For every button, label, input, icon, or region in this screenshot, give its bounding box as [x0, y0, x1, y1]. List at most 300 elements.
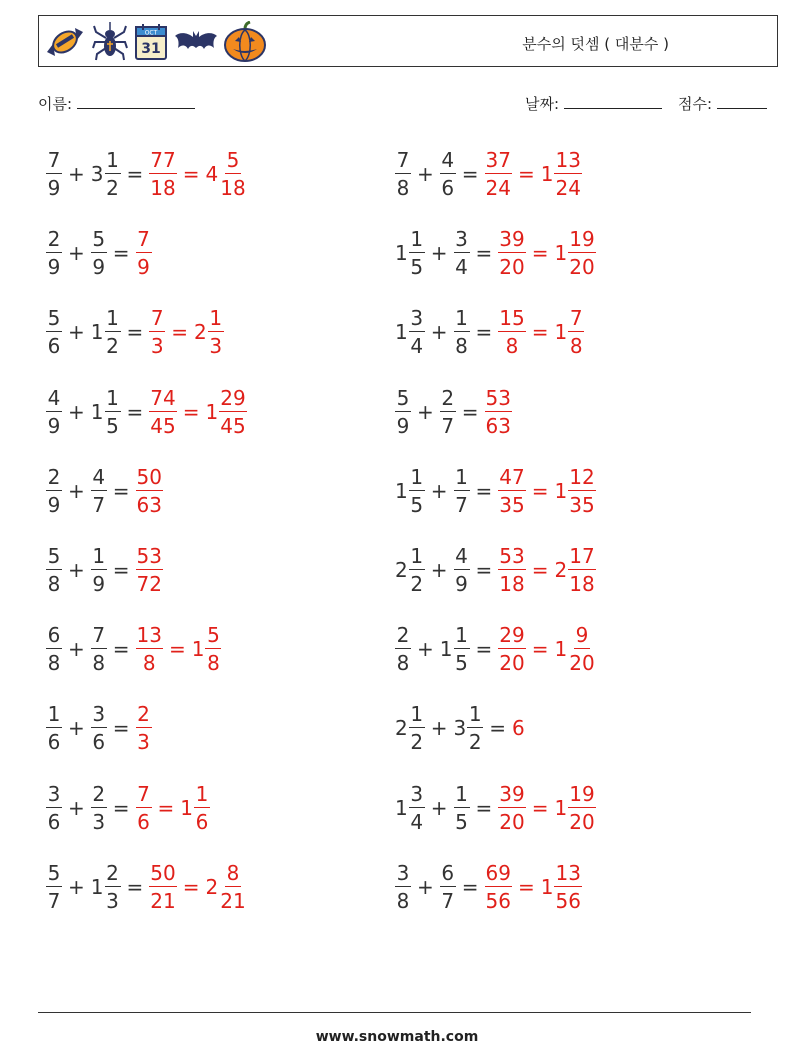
denominator: 8 [92, 651, 106, 676]
equals-sign: = [517, 162, 535, 186]
numerator: 5 [207, 623, 220, 648]
denominator: 9 [92, 572, 106, 596]
equals-sign: = [182, 399, 200, 424]
answer [498, 623, 595, 676]
denominator: 9 [47, 413, 61, 438]
problem-row [46, 381, 247, 443]
numerator: 6 [441, 860, 455, 885]
denominator: 35 [499, 492, 525, 517]
numerator: 4 [92, 464, 106, 489]
whole-part: 3 [90, 162, 104, 186]
equals-sign: = [126, 320, 144, 345]
mixed-number [46, 385, 62, 438]
plus-sign: + [417, 637, 434, 662]
numerator: 4 [47, 385, 61, 410]
fraction [46, 150, 62, 198]
problem-row [395, 460, 596, 522]
numerator: 4 [455, 544, 468, 568]
numerator: 6 [47, 623, 61, 648]
fraction [395, 385, 411, 438]
answer [498, 306, 584, 359]
denominator: 45 [150, 413, 176, 438]
fraction [454, 781, 470, 834]
whole-part: 1 [180, 795, 194, 820]
problem-row [395, 777, 596, 839]
numerator: 37 [485, 148, 511, 172]
mixed-number [541, 150, 582, 198]
denominator: 7 [92, 492, 106, 517]
numerator: 74 [150, 385, 176, 410]
plus-sign: + [68, 162, 85, 186]
fraction [46, 860, 62, 913]
mixed-number [149, 860, 176, 913]
plus-sign: + [430, 241, 448, 266]
equals-sign: = [475, 241, 493, 266]
mixed-number [205, 860, 246, 913]
fraction [454, 546, 470, 594]
mixed-number [46, 860, 62, 913]
date-blank [564, 94, 662, 109]
equals-sign: = [182, 874, 200, 899]
numerator: 3 [92, 702, 106, 727]
numerator: 19 [569, 781, 595, 806]
denominator: 24 [485, 176, 511, 200]
mixed-number [46, 227, 62, 280]
mixed-number [136, 702, 152, 755]
numerator: 7 [150, 306, 164, 331]
numerator: 2 [47, 464, 61, 489]
fraction [219, 860, 246, 913]
fraction [91, 546, 107, 594]
denominator: 2 [410, 572, 424, 596]
equals-sign: = [475, 478, 493, 503]
numerator: 1 [455, 464, 468, 489]
fraction [136, 464, 163, 517]
problem-row [46, 777, 210, 839]
mixed-number [46, 702, 62, 755]
mixed-number [395, 860, 411, 913]
mixed-number [554, 781, 595, 834]
fraction [454, 227, 470, 280]
plus-sign: + [68, 399, 85, 424]
fraction [136, 702, 152, 755]
denominator: 3 [92, 809, 106, 834]
denominator: 8 [396, 888, 410, 913]
numerator: 1 [410, 227, 424, 252]
plus-sign: + [417, 874, 434, 899]
denominator: 6 [441, 176, 455, 200]
denominator: 8 [207, 651, 220, 676]
answer [149, 150, 246, 198]
whole-part: 2 [395, 716, 408, 741]
mixed-number [91, 702, 107, 755]
fraction [46, 464, 62, 517]
fraction [136, 623, 163, 676]
equals-sign: = [475, 795, 493, 820]
denominator: 5 [410, 492, 424, 517]
pumpkin-icon [223, 21, 267, 63]
denominator: 6 [137, 809, 150, 834]
denominator: 4 [455, 255, 468, 280]
whole-part: 1 [554, 320, 568, 345]
mixed-number [46, 623, 62, 676]
fraction [205, 623, 221, 676]
equals-sign: = [461, 874, 479, 899]
mixed-number [90, 306, 121, 359]
denominator: 45 [220, 413, 246, 438]
denominator: 6 [92, 730, 106, 755]
whole-part: 4 [205, 162, 219, 186]
whole-part: 1 [554, 478, 568, 503]
denominator: 8 [569, 334, 583, 359]
fraction [208, 306, 224, 359]
mixed-number [90, 860, 121, 913]
mixed-number [136, 623, 163, 676]
fraction [149, 385, 176, 438]
numerator: 1 [209, 306, 223, 331]
equals-sign: = [112, 637, 130, 662]
numerator: 5 [47, 860, 61, 885]
fraction [568, 227, 595, 280]
denominator: 2 [106, 176, 119, 200]
equals-sign: = [461, 162, 479, 186]
numerator: 13 [136, 623, 162, 648]
equals-sign: = [126, 399, 144, 424]
denominator: 20 [499, 651, 525, 676]
fraction [568, 546, 595, 594]
fraction [440, 385, 456, 438]
equals-sign: = [112, 241, 130, 266]
answer [485, 150, 582, 198]
plus-sign: + [68, 874, 85, 899]
answer [498, 546, 595, 594]
mixed-number [46, 150, 62, 198]
fraction [409, 546, 425, 594]
fraction [46, 385, 62, 438]
fraction [485, 150, 512, 198]
name-blank [77, 94, 195, 109]
mixed-number [191, 623, 222, 676]
denominator: 2 [410, 730, 424, 755]
numerator: 8 [226, 860, 240, 885]
fraction [46, 781, 62, 834]
calendar-month-label: OCT [144, 29, 158, 37]
plus-sign: + [430, 795, 448, 820]
equals-sign: = [171, 320, 189, 345]
problem-row [395, 618, 596, 680]
numerator: 1 [455, 781, 468, 806]
numerator: 7 [137, 781, 150, 806]
numerator: 7 [92, 623, 106, 648]
mixed-number [454, 227, 470, 280]
fraction [46, 702, 62, 755]
mixed-number [395, 781, 425, 834]
numerator: 13 [555, 860, 581, 885]
numerator: 5 [226, 148, 240, 172]
mixed-number [395, 227, 425, 280]
denominator: 7 [441, 888, 455, 913]
denominator: 56 [485, 888, 511, 913]
equals-sign: = [157, 795, 175, 820]
fraction [409, 227, 425, 280]
equals-sign: = [126, 162, 144, 186]
whole-part: 1 [90, 320, 104, 345]
calendar-day-label: 31 [141, 41, 161, 57]
bat-icon [173, 22, 219, 62]
fraction [409, 306, 425, 359]
equals-sign: = [531, 795, 549, 820]
whole-part: 1 [90, 874, 104, 899]
whole-part: 1 [395, 478, 408, 503]
fraction [149, 150, 176, 198]
problem-row [395, 222, 596, 284]
fraction [498, 623, 525, 676]
whole-part: 1 [395, 241, 408, 266]
answer [512, 716, 526, 740]
mixed-number [498, 623, 525, 676]
denominator: 7 [47, 888, 61, 913]
denominator: 5 [106, 413, 119, 438]
denominator: 2 [106, 334, 119, 359]
numerator: 12 [569, 464, 595, 489]
numerator: 1 [106, 306, 119, 331]
spider-icon [91, 22, 129, 62]
numerator: 5 [396, 385, 410, 410]
mixed-number [180, 781, 210, 834]
score-blank [717, 94, 767, 109]
mixed-number [91, 150, 121, 198]
numerator: 1 [47, 702, 61, 727]
header-icons [43, 21, 267, 63]
numerator: 7 [137, 227, 150, 252]
mixed-number [540, 860, 582, 913]
fraction [409, 464, 425, 517]
answer [136, 781, 211, 834]
denominator: 21 [150, 888, 176, 913]
answer [498, 781, 595, 834]
whole-part: 1 [554, 637, 568, 662]
denominator: 20 [569, 809, 595, 834]
fraction [554, 150, 581, 198]
denominator: 3 [137, 730, 150, 755]
numerator: 3 [47, 781, 61, 806]
mixed-number [149, 385, 176, 438]
fraction [568, 781, 595, 834]
whole-part: 1 [540, 162, 554, 186]
fraction [554, 860, 581, 913]
problem-row [395, 381, 512, 443]
problem-row [395, 143, 582, 205]
fraction [395, 623, 411, 676]
whole-part: 2 [395, 558, 408, 582]
equals-sign: = [531, 478, 549, 503]
mixed-number [453, 702, 484, 755]
denominator: 18 [220, 176, 246, 200]
denominator: 5 [455, 809, 468, 834]
equals-sign: = [517, 874, 535, 899]
denominator: 5 [410, 255, 424, 280]
fraction [136, 781, 152, 834]
mixed-number [485, 860, 512, 913]
mixed-number [454, 306, 470, 359]
fraction [498, 306, 525, 359]
fraction [105, 150, 121, 198]
numerator: 13 [555, 148, 581, 172]
plus-sign: + [68, 320, 85, 345]
fraction [409, 702, 425, 755]
numerator: 77 [150, 148, 176, 172]
whole-part: 1 [439, 637, 453, 662]
equals-sign: = [531, 320, 549, 345]
fraction [454, 623, 470, 676]
whole-part: 1 [554, 795, 568, 820]
mixed-number [136, 227, 152, 280]
answer [498, 464, 595, 517]
denominator: 6 [47, 730, 61, 755]
numerator: 3 [455, 227, 468, 252]
denominator: 20 [499, 255, 525, 280]
fraction [91, 464, 107, 517]
name-field [38, 93, 195, 114]
fraction [498, 546, 525, 594]
score-label: 점수: [678, 95, 713, 113]
fraction [46, 546, 62, 594]
numerator: 1 [195, 781, 209, 806]
denominator: 3 [150, 334, 164, 359]
problem-row [46, 618, 221, 680]
problem-row [46, 856, 247, 918]
mixed-number [91, 546, 107, 594]
fraction [105, 860, 121, 913]
numerator: 2 [441, 385, 455, 410]
numerator: 1 [410, 702, 424, 727]
fraction [467, 702, 483, 755]
denominator: 9 [47, 176, 61, 200]
mixed-number [205, 385, 246, 438]
plus-sign: + [430, 478, 448, 503]
problem-row [46, 697, 152, 759]
whole-part: 2 [554, 558, 568, 582]
numerator: 2 [396, 623, 410, 648]
equals-sign: = [531, 241, 549, 266]
numerator: 50 [150, 860, 176, 885]
mixed-number [554, 227, 595, 280]
equals-sign: = [461, 399, 479, 424]
plus-sign: + [68, 795, 85, 820]
problem-row [46, 222, 152, 284]
numerator: 1 [410, 464, 424, 489]
denominator: 9 [455, 572, 468, 596]
fraction [105, 306, 121, 359]
fraction [91, 623, 107, 676]
denominator: 9 [137, 255, 150, 280]
problem-row [46, 301, 224, 363]
numerator: 29 [220, 385, 246, 410]
plus-sign: + [68, 716, 85, 741]
mixed-number [136, 546, 163, 594]
numerator: 2 [92, 781, 106, 806]
plus-sign: + [417, 162, 434, 186]
numerator: 39 [499, 227, 525, 252]
denominator: 8 [142, 651, 156, 676]
footer-divider [38, 1012, 751, 1013]
problem-row [395, 539, 596, 601]
equals-sign: = [475, 637, 493, 662]
mixed-number [485, 150, 512, 198]
denominator: 4 [410, 809, 424, 834]
numerator: 4 [441, 148, 455, 172]
mixed-number [498, 781, 525, 834]
plus-sign: + [430, 716, 448, 741]
date-label: 날짜: [525, 95, 560, 113]
mixed-number [46, 306, 62, 359]
answer [136, 227, 152, 280]
numerator: 29 [499, 623, 525, 648]
denominator: 63 [485, 413, 511, 438]
equals-sign: = [126, 874, 144, 899]
mixed-number [91, 623, 107, 676]
mixed-number [136, 781, 152, 834]
denominator: 4 [410, 334, 424, 359]
denominator: 8 [396, 651, 410, 676]
problem-row [46, 143, 247, 205]
numerator: 47 [499, 464, 525, 489]
mixed-number [205, 150, 246, 198]
mixed-number [498, 306, 525, 359]
answer [498, 227, 595, 280]
mixed-number [149, 306, 165, 359]
mixed-number [498, 546, 525, 594]
equals-sign: = [112, 478, 130, 503]
numerator: 1 [106, 385, 119, 410]
fraction [395, 150, 411, 198]
numerator: 7 [396, 148, 410, 172]
answer [136, 702, 152, 755]
plus-sign: + [68, 637, 85, 662]
equals-sign: = [475, 320, 493, 345]
fraction [194, 781, 210, 834]
fraction [498, 781, 525, 834]
mixed-number [395, 385, 411, 438]
numerator: 3 [410, 306, 424, 331]
denominator: 5 [455, 651, 468, 676]
plus-sign: + [68, 558, 85, 582]
equals-sign: = [531, 558, 549, 582]
fraction [485, 385, 512, 438]
denominator: 56 [555, 888, 581, 913]
worksheet-title: 분수의 덧셈 ( 대분수 ) [522, 35, 669, 53]
numerator: 39 [499, 781, 525, 806]
numerator: 5 [92, 227, 106, 252]
numerator: 2 [137, 702, 150, 727]
answer [136, 623, 222, 676]
fraction [568, 464, 595, 517]
mixed-number [554, 623, 595, 676]
denominator: 20 [499, 809, 525, 834]
answer [485, 385, 512, 438]
mixed-number [454, 546, 470, 594]
fraction [219, 150, 246, 198]
numerator: 7 [569, 306, 583, 331]
plus-sign: + [430, 320, 448, 345]
calendar-icon [133, 22, 169, 62]
mixed-number [554, 306, 584, 359]
numerator: 5 [47, 544, 61, 568]
equals-sign: = [112, 795, 130, 820]
numerator: 19 [569, 227, 595, 252]
denominator: 8 [47, 651, 61, 676]
numerator: 3 [396, 860, 410, 885]
